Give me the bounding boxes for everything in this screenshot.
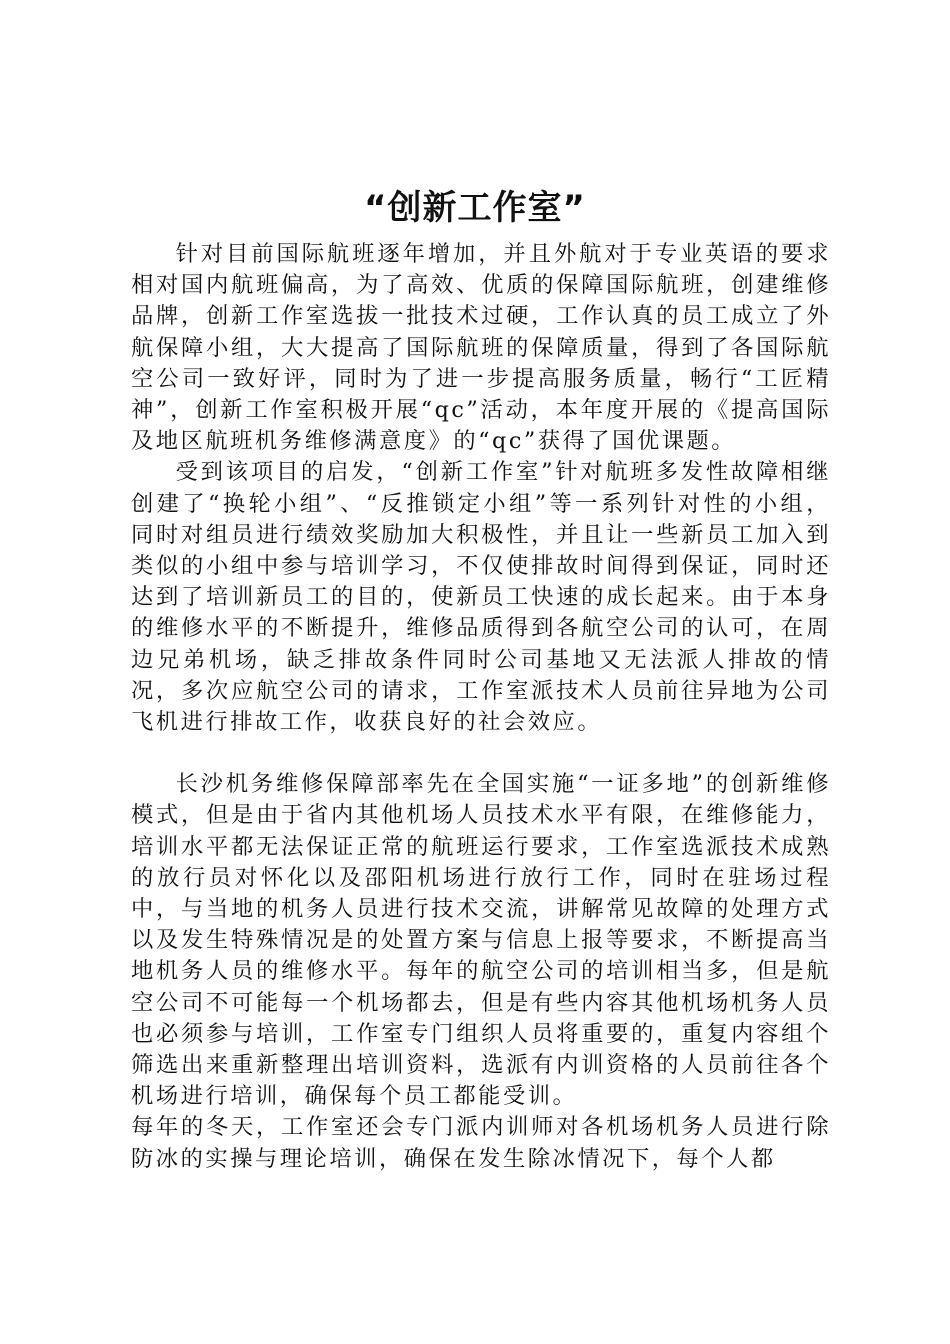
document-title: “创新工作室”	[364, 188, 586, 228]
paragraph-winter-deicing: 每年的冬天，工作室还会专门派内训师对各机场机务人员进行除防冰的实操与理论培训，确保在发生除冰情况下，每个人都	[131, 1114, 831, 1172]
paragraph-international-flights: 针对目前国际航班逐年增加，并且外航对于专业英语的要求相对国内航班偏高，为了高效、优质的保障国际航班，创建维修品牌，创新工作室选拔一批技术过硬，工作认真的员工成立了外航保障小组，大大提高了国际航班的保障质量，得到了各国际航空公司一致好评，同时为了进一步提高服务质量，畅行“工匠精神”，创新工作室积极开展“qc”活动，本年度开展的《提高国际及地区航班机务维修满意度》的“qc”获得了国优课题。	[131, 241, 831, 455]
paragraph-one-license-multi-site: 长沙机务维修保障部率先在全国实施“一证多地”的创新维修模式，但是由于省内其他机场人员技术水平有限，在维修能力，培训水平都无法保证正常的航班运行要求，工作室选派技术成熟的放行员对怀化以及邵阳机场进行放行工作，同时在驻场过程中，与当地的机务人员进行技术交流，讲解常见故障的处理方式以及发生特殊情况是的处置方案与信息上报等要求，不断提高当地机务人员的维修水平。每年的航空公司的培训相当多，但是航空公司不可能每一个机场都去，但是有些内容其他机场机务人员也必须参与培训，工作室专门组织人员将重要的，重复内容组个筛选出来重新整理出培训资料，选派有内训资格的人员前往各个机场进行培训，确保每个员工都能受训。	[131, 771, 831, 1110]
paragraph-special-teams: 受到该项目的启发，“创新工作室”针对航班多发性故障相继创建了“换轮小组”、“反推锁定小组”等一系列针对性的小组，同时对组员进行绩效奖励加大积极性，并且让一些新员工加入到类似的小组中参与培训学习，不仅使排故时间得到保证，同时还达到了培训新员工的目的，使新员工快速的成长起来。由于本身的维修水平的不断提升，维修品质得到各航空公司的认可，在周边兄弟机场，缺乏排故条件同时公司基地又无法派人排故的情况，多次应航空公司的请求，工作室派技术人员前往异地为公司飞机进行排故工作，收获良好的社会效应。	[131, 459, 831, 736]
paragraph-spacer	[131, 738, 831, 769]
document-body	[131, 239, 831, 1175]
